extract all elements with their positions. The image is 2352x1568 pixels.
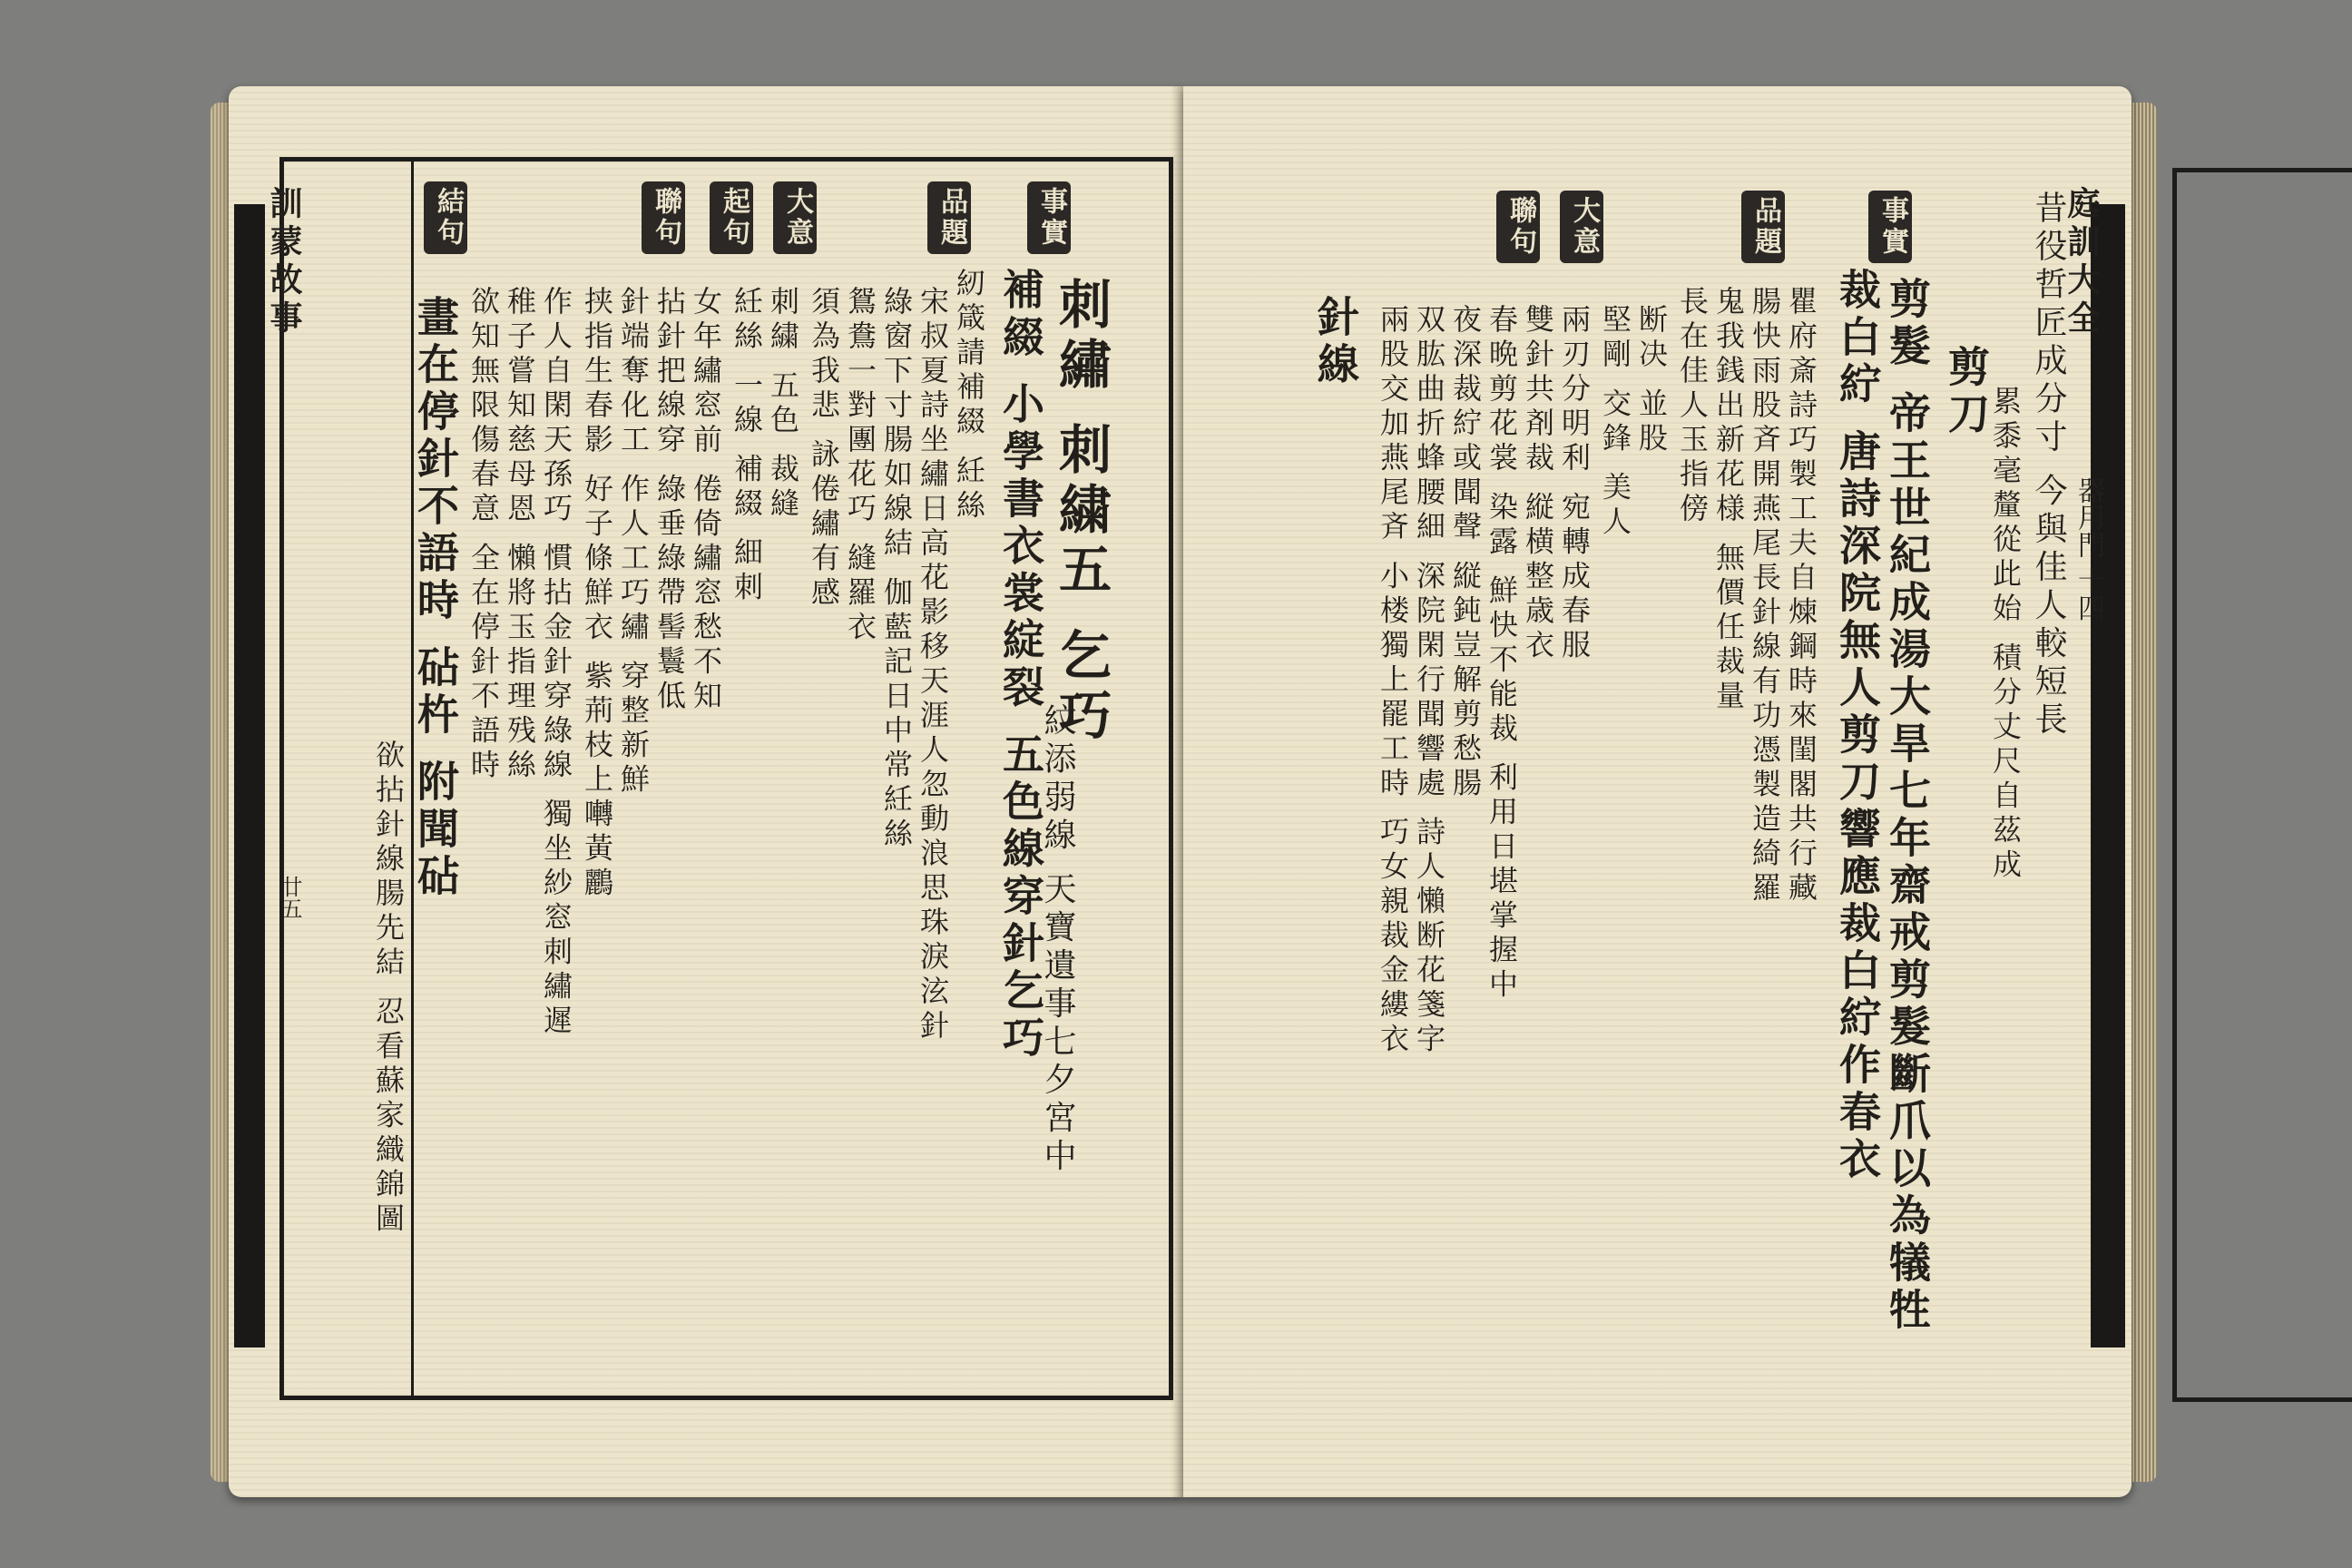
left-col-4: 紉箴請補綴 紝絲 — [952, 268, 986, 524]
right-col-4: 剪髮 帝王世紀成湯大旱七年齋戒剪髮斷爪以為犠牲 — [1883, 277, 1932, 1336]
left-col-11: 女年繡窓前 倦倚繡窓愁不知 — [689, 286, 723, 715]
badge-jisshitsu-left: 事實 — [1027, 181, 1071, 254]
right-col-6: 瞿府斎詩巧製工夫自煉鋼時來閨閣共行藏 — [1784, 286, 1818, 906]
badge-renku-right: 聯句 — [1496, 191, 1540, 263]
right-col-17: 兩股交加燕尾斉 小楼獨上罷工時 巧女親裁金縷衣 — [1376, 304, 1410, 1058]
right-col-1: 昔役哲匠成分寸 今與佳人較短長 — [2030, 191, 2067, 740]
right-col-11: 堅剛 交鋒 美人 — [1598, 304, 1632, 541]
right-col-16: 双肱曲折蜂腰細 深院閑行聞響處 詩人懶断花箋字 — [1412, 304, 1446, 1058]
left-margin-title: 訓蒙故事 — [265, 186, 303, 338]
right-col-15: 夜深裁紵或聞聲 縦鈍豈解剪愁腸 — [1448, 304, 1483, 802]
badge-jisshitsu-right: 事實 — [1868, 191, 1912, 263]
left-col-18: 畫在停針不語時 砧杵 附聞砧 — [411, 295, 460, 902]
right-col-13: 雙針共剤裁 縦横整歳衣 — [1521, 304, 1555, 664]
badge-taii-left: 大意 — [773, 181, 817, 254]
badge-hindai-left: 品題 — [927, 181, 971, 254]
left-col-8: 須為我悲 詠倦繡有感 — [807, 286, 841, 612]
right-col-2: 累黍毫釐從此始 積分丈尺自茲成 — [1988, 386, 2023, 884]
right-col-3: 剪刀 — [1942, 345, 1991, 439]
left-col-15: 作人自閑天孫巧 慣拈金針穿綠線 獨坐紗窓刺繡遲 — [539, 286, 573, 1040]
left-col-7: 鴛鴦一對團花巧 縫羅衣 — [843, 286, 877, 646]
left-col-10: 紝絲 一線 補綴 細刺 — [730, 286, 764, 606]
left-col-16: 稚子嘗知慈母恩 懶將玉指理残絲 — [503, 286, 537, 784]
left-col-9: 刺繍 五色 裁縫 — [766, 286, 800, 523]
left-folio: 廿五 — [277, 876, 302, 919]
left-col-2: 紋添弱線 天寶遺事七夕宮中 — [1039, 703, 1076, 1177]
right-col-8: 鬼我銭出新花様 無價任裁量 — [1711, 286, 1746, 715]
left-col-12: 拈針把線穿 綠垂綠帶髻鬟低 — [652, 286, 687, 715]
left-col-19: 欲拈針線腸先結 忍看蘇家織錦圖 — [371, 740, 406, 1238]
open-book — [211, 86, 2157, 1497]
badge-renku-left: 聯句 — [642, 181, 685, 254]
left-col-5: 宋叔夏詩坐繡日高花影移天涯人忽動浪思珠淚泫針 — [916, 286, 950, 1044]
badge-ketsuku: 結句 — [424, 181, 467, 254]
left-col-3: 補綴 小學書衣裳綻裂 五色線穿針乞巧 — [996, 268, 1045, 1063]
right-col-7: 腸快雨股斉開燕尾長針線有功憑製造綺羅 — [1748, 286, 1782, 906]
right-col-10: 断决 並股 — [1634, 304, 1669, 457]
right-page — [1183, 86, 2132, 1497]
right-margin-bar — [2091, 204, 2125, 1348]
left-col-13: 針端奪化工 作人工巧繡 穿整新鮮 — [616, 286, 651, 799]
left-margin-bar — [234, 204, 265, 1348]
left-col-6: 綠窗下寸腸如線結 伽藍記日中常紝絲 — [879, 286, 914, 853]
right-col-18: 針線 — [1311, 295, 1360, 389]
left-col-1: 刺繡 刺繍五 乞巧 — [1050, 277, 1112, 748]
right-col-12: 兩刃分明利 宛轉成春服 — [1557, 304, 1592, 664]
badge-hindai-right: 品題 — [1741, 191, 1785, 263]
left-page — [229, 86, 1183, 1497]
badge-kiku: 起句 — [710, 181, 753, 254]
right-col-14: 春晩剪花裳 染露 鮮快不能裁 利用日堪掌握中 — [1485, 304, 1519, 1004]
right-page-frame — [2172, 168, 2352, 1402]
badge-taii-right: 大意 — [1560, 191, 1603, 263]
right-margin-sub: 器用門 十四 — [2073, 476, 2104, 622]
right-col-9: 長在佳人玉指傍 — [1675, 286, 1710, 527]
right-margin-title: 庭訓大全 — [2063, 186, 2101, 338]
left-col-17: 欲知無限傷春意 全在停針不語時 — [466, 286, 501, 784]
left-col-14: 挟指生春影 好子條鮮衣 紫荊枝上囀黃鸝 — [580, 286, 614, 902]
right-col-5: 裁白紵 唐詩深院無人剪刀響應裁白紵作春衣 — [1833, 268, 1882, 1185]
